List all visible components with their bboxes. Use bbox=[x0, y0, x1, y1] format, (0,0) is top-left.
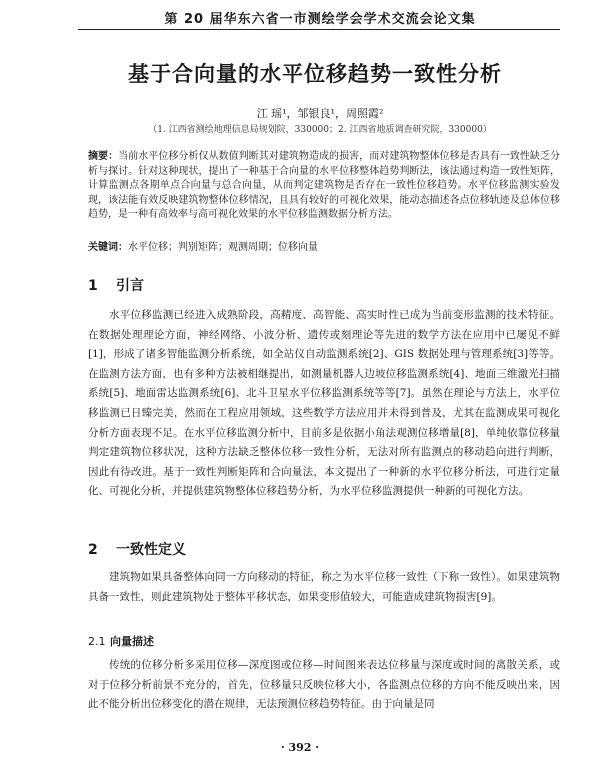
keywords bbox=[88, 238, 560, 253]
header-rule bbox=[78, 29, 560, 30]
section-number: 1 bbox=[88, 278, 98, 294]
running-head: 第 20 届华东六省一市测绘学会学术交流会论文集 bbox=[164, 12, 476, 27]
abstract bbox=[88, 150, 560, 223]
section-heading-intro bbox=[88, 275, 144, 295]
section-heading-definition bbox=[88, 539, 186, 559]
abstract-text: 当前水平位移分析仅从数值判断其对建筑物造成的损害，而对建筑物整体位移是否具有一致性缺乏分析与探讨。针对这种现状，提出了一种基于合向量的水平位移整体趋势判断法，该法通过构造一致性矩阵，计算监测点各期单点合向量与总合向量，从而判定建筑物是否存在一致性位移趋势。水平位移监测实验发现，该法能有效反映建筑物整体位移情况，且具有较好的可视化效果，能动态描述各点位移轨迹及总体位移趋势，是一种有高效率与高可视化效果的水平位移监测数据分析方法。 bbox=[88, 151, 561, 220]
section-number: 2 bbox=[88, 542, 98, 558]
section-title: 引言 bbox=[116, 278, 144, 294]
abstract-label: 摘要： bbox=[88, 151, 119, 162]
page-number: · 392 · bbox=[280, 741, 320, 754]
vector-paragraph: 传统的位移分析多采用位移—深度图或位移—时间图来表达位移量与深度或时间的离散关系，或对于位移分析前景不充分的，首先，位移量只反映位移大小，各监测点位移的方向不能反映出来，因此不能分析出位移变化的潜在规律，无法预测位移趋势特征。由于向量是同 bbox=[88, 659, 560, 711]
keywords-label: 关键词： bbox=[88, 242, 128, 253]
keywords-text: 水平位移；判别矩阵；观测周期；位移向量 bbox=[128, 242, 318, 253]
subsection-number: 2.1 bbox=[88, 635, 106, 648]
paper-title: 基于合向量的水平位移趋势一致性分析 bbox=[128, 62, 502, 86]
definition-paragraph: 建筑物如果具备整体向同一方向移动的特征，称之为水平位移一致性（下称一致性）。如果建筑物具备一致性，则此建筑物处于整体平移状态，如果变形值较大，可能造成建筑物损害[9]。 bbox=[88, 571, 560, 603]
subsection-heading-vector bbox=[88, 633, 154, 649]
intro-paragraph: 水平位移监测已经进入成熟阶段，高精度、高智能、高实时性已成为当前变形监测的技术特征。在数据处理理论方面，神经网络、小波分析、遗传或刻理论等先进的数学方法在应用中已屡见不鲜[1]，形成了诸多智能监测分析系统，如全站仪自动监测系统[2]、GIS 数据处理与管理系统[3]等等。在监测方法方面，也有多种方法被相继提出，如测量机器人边坡位移监测系统[4]、地面三维激光扫描系统[5]、地面雷达监测系统[6]、北斗卫星水平位移监测系统等等[7]。虽然在理论与方法上，水平位移监测已日臻完美，然而在工程应用领域，这些数学方法应用并未得到普及，尤其在监测成果可视化分析方面表现不足。在水平位移监测分析中，目前多是依据小角法观测位移增量[8]，单纯依靠位移量判定建筑物位移状况，这种方法缺乏整体位移一致性分析，无法对所有监测点的移动趋向进行判断，因此有待改进。基于一致性判断矩阵和合向量法，本文提出了一种新的水平位移分析法，可进行定量化、可视化分析，并提供建筑物整体位移趋势分析，为水平位移监测提供一种新的可视化方法。 bbox=[88, 309, 560, 498]
authors: 江 瑶¹，邹银良¹，周照霞² bbox=[256, 107, 384, 120]
subsection-title: 向量描述 bbox=[110, 635, 154, 648]
affiliations: （1. 江西省测绘地理信息局规划院，330000；2. 江西省地质调查研究院，330000） bbox=[148, 125, 492, 135]
section-title: 一致性定义 bbox=[116, 542, 186, 558]
